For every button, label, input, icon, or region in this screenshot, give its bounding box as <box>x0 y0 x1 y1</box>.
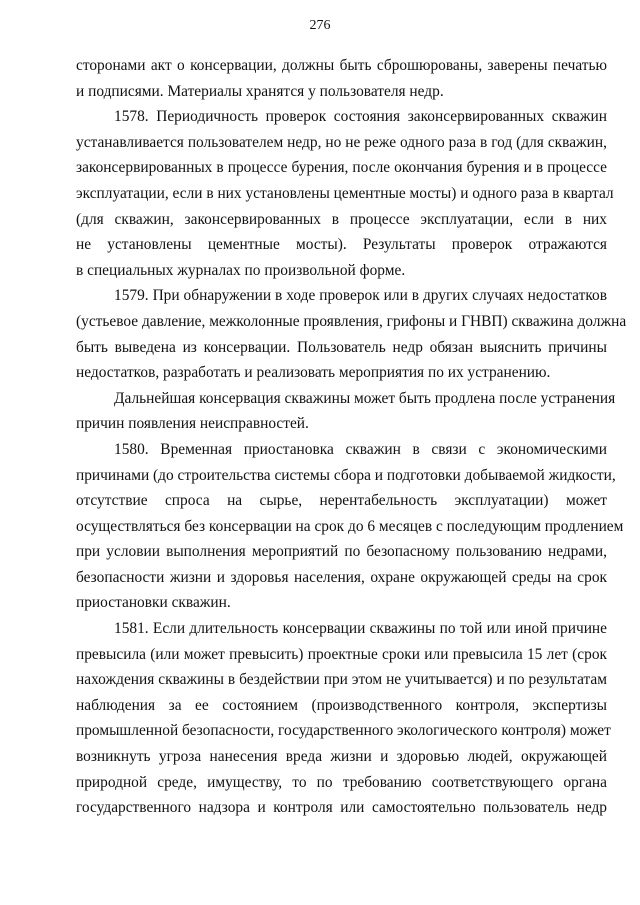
text-line: безопасности жизни и здоровья населения, охране окружающей среды на срок <box>76 568 607 586</box>
text-line: природной среде, имуществу, то по требованию соответствующего органа <box>76 773 607 791</box>
text-line: устанавливается пользователем недр, но не реже одного раза в год (для скважин, <box>76 133 607 151</box>
text-line: и подписями. Материалы хранятся у пользователя недр. <box>76 82 444 100</box>
text-line: приостановки скважин. <box>76 594 231 612</box>
text-line: (для скважин, законсервированных в процессе эксплуатации, если в них <box>76 210 607 228</box>
paragraph-1579-line: 1579. При обнаружении в ходе проверок или в других случаях недостатков <box>114 287 607 305</box>
text-line: причинами (до строительства системы сбора и подготовки добываемой жидкости, <box>76 466 616 484</box>
text-line: законсервированных в процессе бурения, после окончания бурения и в процессе <box>76 159 607 177</box>
text-line: не установлены цементные мосты). Результаты проверок отражаются <box>76 236 607 254</box>
paragraph-1578-line: 1578. Периодичность проверок состояния законсервированных скважин <box>114 108 607 126</box>
text-line: сторонами акт о консервации, должны быть сброшюрованы, заверены печатью <box>76 57 607 74</box>
text-line: причин появления неисправностей. <box>76 415 309 433</box>
text-line: в специальных журналах по произвольной форме. <box>76 261 406 279</box>
text-line: при условии выполнения мероприятий по безопасному пользованию недрами, <box>76 543 607 561</box>
text-line: быть выведена из консервации. Пользователь недр обязан выяснить причины <box>76 338 607 356</box>
text-line: недостатков, разработать и реализовать мероприятия по их устранению. <box>76 364 551 382</box>
text-line: эксплуатации, если в них установлены цементные мосты) и одного раза в квартал <box>76 184 614 202</box>
text-line: (устьевое давление, межколонные проявления, грифоны и ГНВП) скважина должна <box>76 312 627 330</box>
text-line: отсутствие спроса на сырье, нерентабельность эксплуатации) может <box>76 492 607 510</box>
paragraph-1581-line: 1581. Если длительность консервации скважины по той или иной причине <box>114 620 607 638</box>
page-number: 276 <box>309 18 331 33</box>
text-line: осуществляться без консервации на срок до 6 месяцев с последующим продлением <box>76 517 624 535</box>
paragraph-1580-line: 1580. Временная приостановка скважин в связи с экономическими <box>114 440 607 458</box>
body-text <box>76 53 627 821</box>
paragraph-continuation-line: Дальнейшая консервация скважины может быть продлена после устранения <box>114 389 616 407</box>
text-line: государственного надзора и контроля или самостоятельно пользователь недр <box>76 799 607 817</box>
text-line: промышленной безопасности, государственного экологического контроля) может <box>76 722 611 740</box>
text-line: наблюдения за ее состоянием (производственного контроля, экспертизы <box>76 696 607 714</box>
text-line: возникнуть угроза нанесения вреда жизни и здоровью людей, окружающей <box>76 748 607 766</box>
text-line: превысила (или может превысить) проектные сроки или превысила 15 лет (срок <box>76 645 607 663</box>
text-line: нахождения скважины в бездействии при этом не учитывается) и по результатам <box>76 671 607 689</box>
